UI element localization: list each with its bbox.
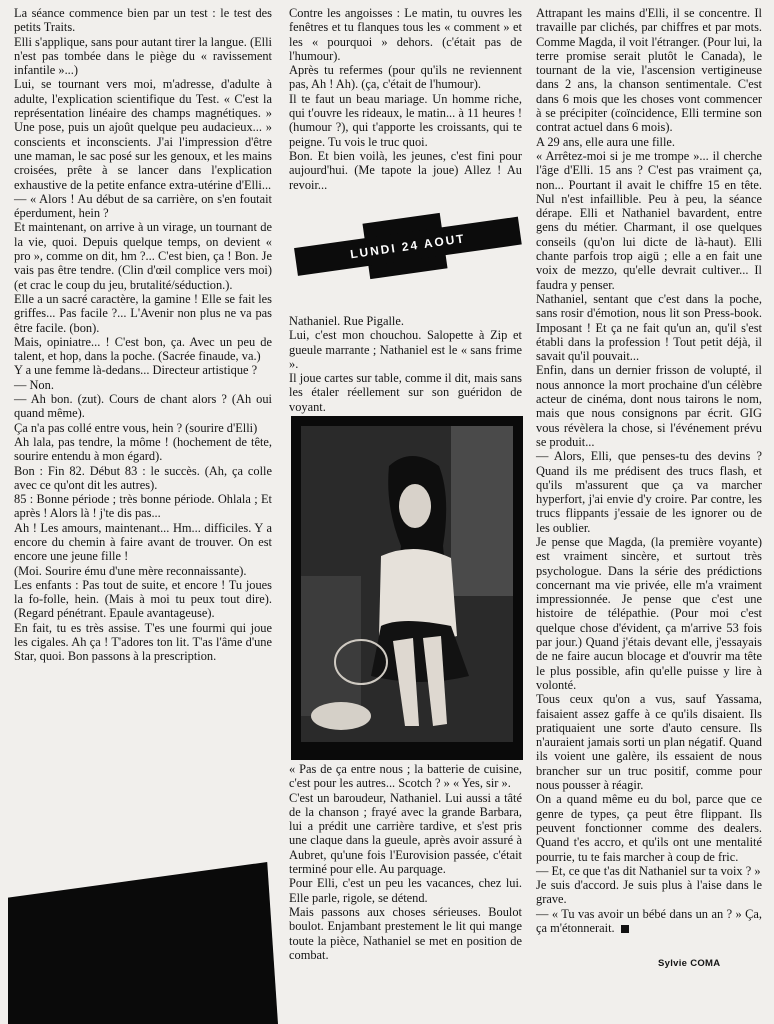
photo-illustration <box>301 426 513 742</box>
paragraph: C'est un baroudeur, Nathaniel. Lui aussi a tâté de la chanson ; frayé avec la grande Barbara, lui a prédit une carrière tardive, et s'est pris une claque dans la gueule, après avoir assuré à Aubret, qu'une fois l'Eurovision passée, c'était terminé pour elle. Au parquage. <box>289 790 522 877</box>
paragraph: — Ah bon. (zut). Cours de chant alors ? (Ah oui quand même). <box>14 392 272 421</box>
paragraph: Nathaniel. Rue Pigalle. <box>289 314 404 328</box>
article-column-2-top <box>289 6 522 192</box>
article-column-3 <box>536 6 762 935</box>
paragraph: — Alors, Elli, que penses-tu des devins ? Quand ils me prédisent des trucs flash, et qu'ils m'assurent que ça va marcher hyperfort, j'ai envie d'y croire. Par contre, les trucs flippants j'essaie de les ignorer ou de les oublier. <box>536 449 762 535</box>
paragraph: Et maintenant, on arrive à un virage, un tournant de la vie, quoi. Depuis quelque temps, on devient « pro », comme on dit, hm ?... C'est bien, ça ! Bon. Je vais pas être tendre. (Clin d'œil complice vers moi) (et crac le coup du jeu, brutalité/séduction.). <box>14 220 272 292</box>
paragraph: Lui, se tournant vers moi, m'adresse, d'adulte à adulte, l'explication scientifique du Test. « C'est la représentation linéaire des champs magnétiques. » Une pose, puis un ajoût quelque peu audacieux... » conscients et inconscients. J'ai l'impression d'être une maman, le sac posé sur les genoux, et les mains croisées, prête à se lancer dans l'explication exhaustive de la petite enfance extra-utérine d'Elli... <box>14 77 272 192</box>
paragraph: Bon. Et bien voilà, les jeunes, c'est fini pour aujourd'hui. (Me tapote la joue) Allez ! Au revoir... <box>289 148 522 192</box>
banner-label: LUNDI 24 AOUT <box>294 217 522 276</box>
paragraph: Ça n'a pas collé entre vous, hein ? (sourire d'Elli) <box>14 420 258 435</box>
paragraph: (Moi. Sourire ému d'une mère reconnaissante). <box>14 563 247 578</box>
paragraph: En fait, tu es très assise. T'es une fourmi qui joue les cigales. Ah ça ! T'adores ton lit. T'as l'âme d'une Star, quoi. Bon passons à la prescription. <box>14 620 272 664</box>
paragraph: — Non. <box>14 377 54 392</box>
author-signature: Sylvie COMA <box>658 958 721 969</box>
black-graphic-block <box>8 862 278 1024</box>
paragraph: Je suis d'accord. Je suis plus à l'aise dans le grave. <box>536 878 762 907</box>
paragraph: Mais, opiniatre... ! C'est bon, ça. Avec un peu de talent, et hop, dans la poche. (Sacrée finaude, va.) <box>14 334 272 364</box>
end-of-article-mark <box>621 925 629 933</box>
paragraph: Elle a un sacré caractère, la gamine ! Elle se fait les griffes... Pas facile ?... L'Avenir non plus ne va pas être facile. (bon). <box>14 291 272 335</box>
paragraph: — Et, ce que t'as dit Nathaniel sur ta voix ? » <box>536 863 761 878</box>
paragraph: Mais passons aux choses sérieuses. Boulot boulot. Enjambant prestement le lit qui mange toute la pièce, Nathaniel se met en position de combat. <box>289 904 522 962</box>
article-column-2-middle <box>289 314 522 414</box>
article-column-1 <box>14 6 272 664</box>
paragraph: Nathaniel, sentant que c'est dans la poche, sans rosir d'émotion, nous lit son Press-book. Imposant ! Et ça ne fait qu'un an, qu'il s'est établi dans la profession ! Tout petit déjà, il savait qu'il pouvait... <box>536 291 762 364</box>
paragraph: Les enfants : Pas tout de suite, et encore ! Tu joues la fo-folle, hein. (Mais à moi tu peux tout dire). (Regard pénétrant. Epaule avantageuse). <box>14 577 272 621</box>
article-column-2-bottom <box>289 762 522 962</box>
portrait-photo <box>301 426 513 742</box>
paragraph: Attrapant les mains d'Elli, il se concentre. Il travaille par clichés, par chiffres et par mots. Comme Magda, il voit l'étranger. (Pour lui, la terre promise serait plutôt le Canada), le tournant de la vie, l'ascension vertigineuse dans 2 ans, la chanson sentimentale. C'est dans 6 mois que les choses vont commencer à se précipiter (coïncidence, Elli termine son contrat actuel dans 6 mois). <box>536 6 762 135</box>
paragraph: Ah ! Les amours, maintenant... Hm... difficiles. Y a encore du chemin à faire avant de trouver. On est encore une jeune fille ! <box>14 520 272 564</box>
paragraph: — « Alors ! Au début de sa carrière, on s'en foutait éperdument, hein ? <box>14 191 272 221</box>
paragraph: La séance commence bien par un test : le test des petits Traits. <box>14 6 272 35</box>
paragraph: Enfin, dans un dernier frisson de volupté, il nous annonce la mort prochaine d'un célèbre acteur de cinéma, dont nous tairons le nom, mais que nous consignons par écrit. GIG vous révèlera la chose, si l'événement prévu se produit... <box>536 363 762 449</box>
paragraph: Après tu refermes (pour qu'ils ne reviennent pas, Ah ! Ah). (ça, c'était de l'humour). <box>289 63 522 92</box>
photo-frame <box>291 416 523 760</box>
paragraph: On a quand même eu du bol, parce que ce genre de types, ça peut être flippant. Ils peuvent fonctionner comme des dealers. Quand t'es accro, et qu'ils ont une mentalité pourrie, tu te fais marcher à coup de fric. <box>536 792 762 864</box>
paragraph: Y a une femme là-dedans... Directeur artistique ? <box>14 363 258 378</box>
paragraph: Il te faut un beau mariage. Un homme riche, qui t'ouvre les rideaux, le matin... à 11 heures ! (humour ?), qui t'apporte les croissants, qui te peigne. Tu vois le truc quoi. <box>289 91 522 149</box>
paragraph: A 29 ans, elle aura une fille. <box>536 134 676 149</box>
paragraph: « Arrêtez-moi si je me trompe »... il cherche l'âge d'Elli. 15 ans ? C'est pas vraiment ça, non... Pourtant il avait le chiffre 15 en tête. Nul n'est infaillible. Peu à peu, la séance dérape. Elli et Nathaniel bavardent, entre gens du métier. Charmant, il ose quelques conseils (qu'on lui dicte de là-haut). Elli chante parfois trop aigü ; elle a en fait une voix de mezzo, qu'elle devrait cultiver... Il faudra y penser. <box>536 148 762 292</box>
paragraph: Tous ceux qu'on a vus, sauf Yassama, faisaient assez gaffe à ce qu'ils disaient. Ils pratiquaient une sorte d'auto censure. Ils n'auraient jamais sorti un plan négatif. Quand ils voient une galère, ils essaient de nous brancher sur un truc positif, comme pour nous pousser à réagir. <box>536 692 762 793</box>
paragraph: Pour Elli, c'est un peu les vacances, chez lui. Elle parle, rigole, se détend. <box>289 876 522 905</box>
paragraph: Ah lala, pas tendre, la môme ! (hochement de tête, sourire entendu à mon égard). <box>14 434 272 464</box>
paragraph: Bon : Fin 82. Début 83 : le succès. (Ah, ça colle avec ce qu'ont dit les autres). <box>14 463 272 492</box>
paragraph: — « Tu vas avoir un bébé dans un an ? » Ça, ça m'étonnerait. <box>536 906 762 935</box>
paragraph: Elli s'applique, sans pour autant tirer la langue. (Elli n'est pas tombée dans le piège du « ravissement infantile »...) <box>14 34 272 78</box>
paragraph: Il joue cartes sur table, comme il dit, mais sans les étaler réellement sur son guéridon de voyant. <box>289 371 522 414</box>
date-banner <box>296 214 518 294</box>
paragraph: Je pense que Magda, (la première voyante) est vraiment sincère, et surtout très psychologue. Dans la série des prédictions concernant ma vie privée, elle m'a vraiment impressionnée. Je pense que c'est une histoire de télépathie. (Pour moi c'est quelque chose d'évident, ça m'arrive 53 fois par jour.) Quand j'étais devant elle, j'essayais de ne faire aucun blocage et d'ouvrir ma tête le plus possible, afin qu'elle puisse y lire à volonté. <box>536 534 762 692</box>
paragraph: 85 : Bonne période ; très bonne période. Ohlala ; Et après ! Alors là ! j'te dis pas... <box>14 492 272 521</box>
paragraph: Lui, c'est mon chouchou. Salopette à Zip et gueule marrante ; Nathaniel est le « sans frime ». <box>289 328 522 371</box>
paragraph: « Pas de ça entre nous ; la batterie de cuisine, c'est pour les autres... Scotch ? » « Yes, sir ». <box>289 762 522 791</box>
paragraph: Contre les angoisses : Le matin, tu ouvres les fenêtres et tu flanques tous les « comment » et les « pourquoi » dehors. (c'était pas de l'humour). <box>289 6 522 63</box>
